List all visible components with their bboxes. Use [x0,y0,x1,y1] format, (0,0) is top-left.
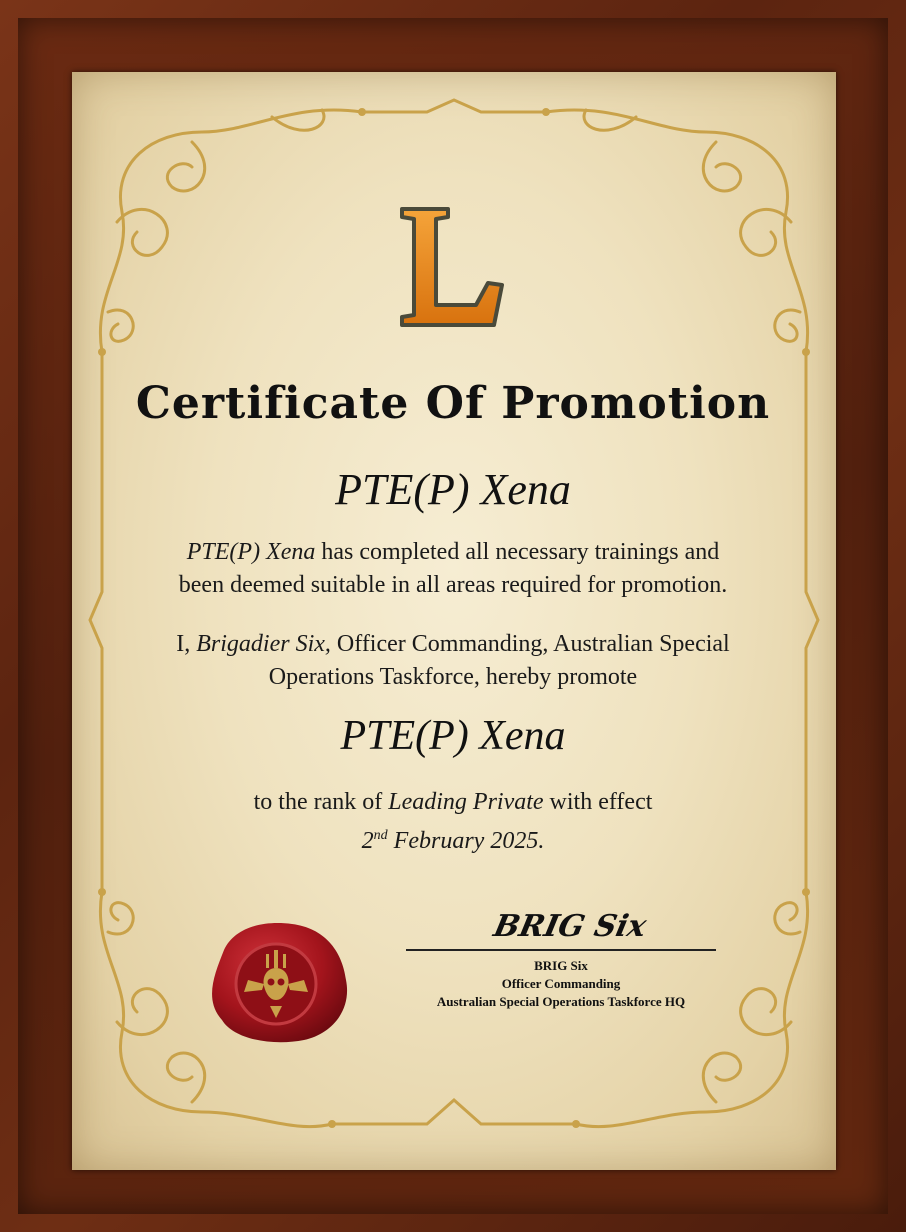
paragraph-recipient-name: PTE(P) Xena [186,539,316,565]
effective-date [362,828,545,854]
signature-script: BRIG Six [490,909,650,944]
paragraph2-prefix: I, [176,631,197,657]
paragraph3-prefix: to the rank of [253,789,389,815]
new-rank: Leading Private [388,789,544,815]
rank-letter-badge-icon [398,205,508,331]
officer-name: Brigadier Six, [196,631,331,657]
recipient-name: PTE(P) Xena [335,465,571,514]
paragraph3-suffix: with effect [543,789,653,815]
signatory-unit: Australian Special Operations Taskforce HQ [436,994,686,1009]
wax-seal-icon [204,920,354,1048]
date-ordinal: nd [373,828,388,843]
date-rest: February 2025. [387,828,545,854]
authority-paragraph [110,628,796,694]
badge-letter: L [398,205,399,206]
paragraph2-line2: Operations Taskforce, hereby promote [268,664,638,690]
signatory-name: BRIG Six [534,958,588,973]
signatory-role: Officer Commanding [501,976,621,991]
paragraph1-line1: has completed all necessary trainings and [315,539,720,565]
completion-paragraph [110,536,796,602]
signature-block [406,957,716,1011]
paragraph1-line2: been deemed suitable in all areas required for promotion. [178,572,728,598]
date-day: 2 [361,828,374,854]
recipient-name-repeat: PTE(P) Xena [340,713,566,759]
certificate-title: Certificate Of Promotion [135,378,771,429]
signature-line [406,949,716,951]
paragraph2-line1: Officer Commanding, Australian Special [330,631,730,657]
rank-paragraph [110,786,796,858]
